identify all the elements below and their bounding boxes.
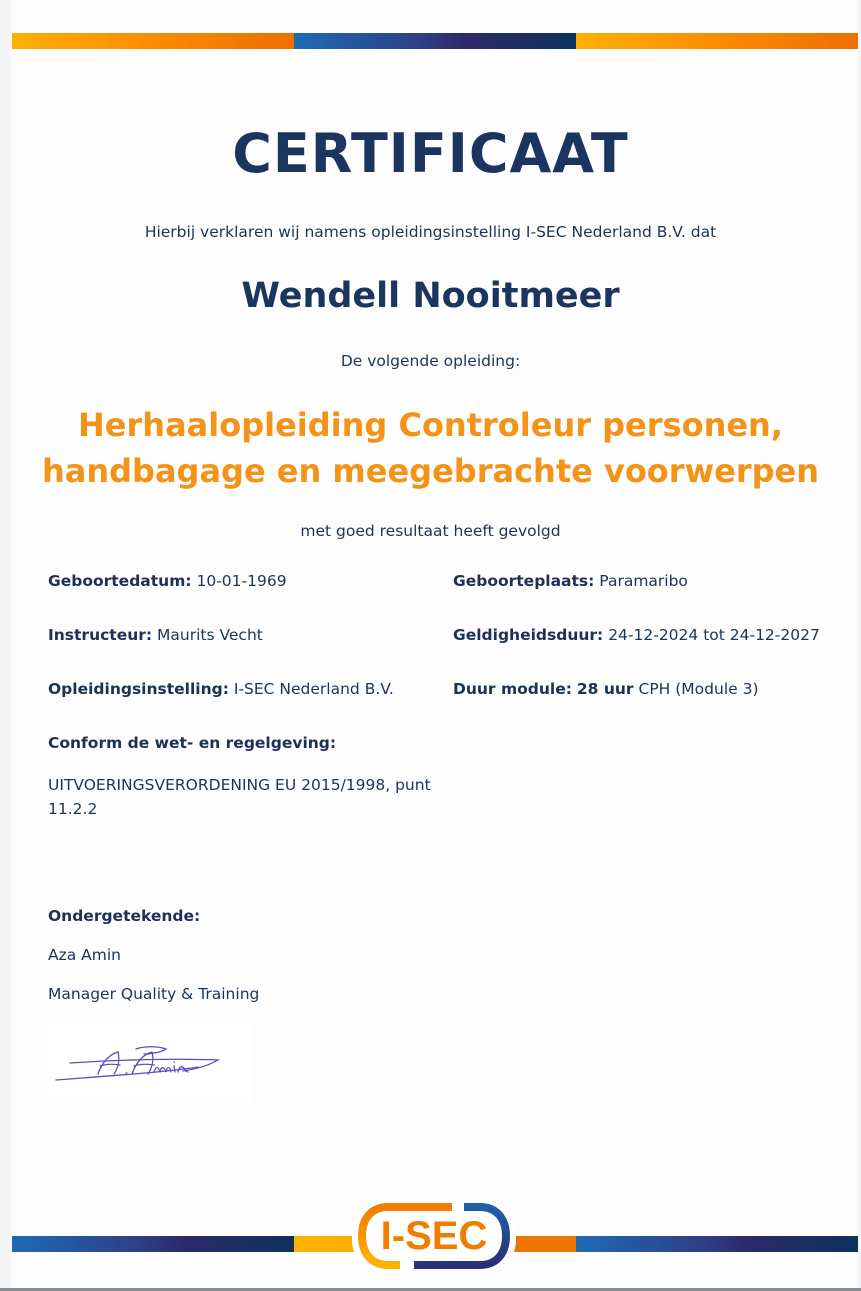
course-title-line-2: handbagage en meegebrachte voorwerpen bbox=[41, 452, 819, 490]
instructor-label: Instructeur: bbox=[48, 626, 153, 644]
validity-value: 24-12-2024 tot 24-12-2027 bbox=[608, 626, 820, 644]
duration-label: Duur module: bbox=[453, 680, 572, 698]
top-bar-orange-right bbox=[576, 33, 858, 49]
birth-date-value: 10-01-1969 bbox=[196, 572, 287, 590]
top-bar-blue-middle bbox=[294, 33, 576, 49]
institution-value: I-SEC Nederland B.V. bbox=[233, 680, 394, 698]
signature-image bbox=[48, 1022, 252, 1102]
signature-letter-i bbox=[174, 1062, 175, 1072]
validity-label: Geldigheidsduur: bbox=[453, 626, 604, 644]
regulation-value: UITVOERINGSVERORDENING EU 2015/1998, punt 11.2.2 bbox=[48, 776, 431, 818]
signature-letter-a2 bbox=[132, 1052, 154, 1074]
birth-place-field bbox=[453, 572, 688, 590]
isec-logo bbox=[352, 1198, 516, 1274]
birth-place-value: Paramaribo bbox=[599, 572, 688, 590]
instructor-value: Maurits Vecht bbox=[157, 626, 263, 644]
signature-drawing bbox=[48, 1022, 252, 1102]
result-text: met goed resultaat heeft gevolgd bbox=[300, 522, 561, 540]
duration-field bbox=[453, 680, 759, 698]
signature-upper-stroke bbox=[70, 1059, 218, 1071]
birth-date-label: Geboortedatum: bbox=[48, 572, 192, 590]
bottom-bar-blue-left bbox=[12, 1236, 294, 1252]
certificate-title: CERTIFICAAT bbox=[232, 122, 629, 185]
validity-field bbox=[453, 626, 820, 644]
top-bar-orange-left bbox=[12, 33, 294, 49]
institution-field bbox=[48, 680, 394, 698]
signature-loop bbox=[136, 1047, 166, 1054]
institution-label: Opleidingsinstelling: bbox=[48, 680, 229, 698]
course-intro-label: De volgende opleiding: bbox=[340, 352, 521, 370]
logo-text: I-SEC bbox=[380, 1214, 488, 1258]
signatory-role: Manager Quality & Training bbox=[48, 985, 260, 1003]
birth-date-field bbox=[48, 572, 287, 590]
instructor-field bbox=[48, 626, 263, 644]
duration-hours: 28 uur bbox=[576, 680, 634, 698]
intro-text: Hierbij verklaren wij namens opleidingsinstelling I-SEC Nederland B.V. dat bbox=[144, 223, 717, 241]
top-decorative-bar bbox=[12, 33, 858, 49]
bottom-bar-blue-right bbox=[576, 1236, 858, 1252]
signature-letter-a1 bbox=[98, 1052, 120, 1074]
recipient-name: Wendell Nooitmeer bbox=[241, 276, 620, 316]
course-title-line-1: Herhaalopleiding Controleur personen, bbox=[78, 406, 783, 444]
regulation-label: Conform de wet- en regelgeving: bbox=[48, 734, 337, 752]
duration-value: CPH (Module 3) bbox=[638, 680, 759, 698]
course-title bbox=[0, 402, 861, 494]
signatory-name: Aza Amin bbox=[48, 946, 121, 964]
birth-place-label: Geboorteplaats: bbox=[453, 572, 595, 590]
signatory-label: Ondergetekende: bbox=[48, 907, 201, 925]
